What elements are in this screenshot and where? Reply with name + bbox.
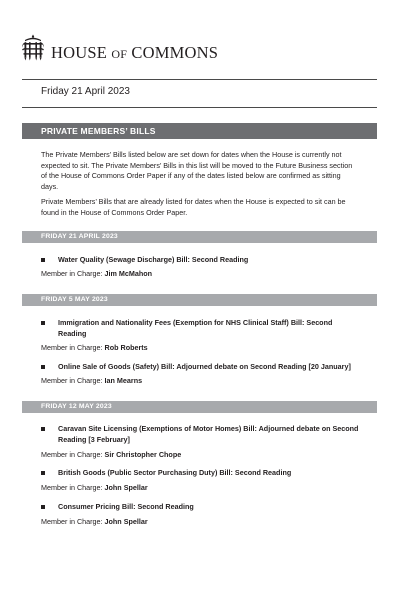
title-word-of: OF	[111, 46, 128, 61]
title-word-house: HOUSE	[51, 42, 108, 62]
bill-item	[41, 468, 361, 479]
bill-title: Immigration and Nationality Fees (Exemption for NHS Clinical Staff) Bill: Second Reading	[58, 318, 333, 338]
member-name: Sir Christopher Chope	[104, 450, 182, 459]
title-word-commons: COMMONS	[131, 42, 219, 62]
house-of-commons-title	[51, 42, 219, 63]
member-in-charge	[41, 450, 181, 460]
intro-paragraph-2: Private Members’ Bills that are already listed for dates when the House is expected to sit can be found in the House of Commons Order Paper.	[41, 197, 346, 217]
member-label: Member in Charge:	[41, 450, 103, 459]
square-bullet-icon	[41, 471, 45, 475]
member-name: John Spellar	[104, 483, 148, 492]
member-label: Member in Charge:	[41, 343, 103, 352]
masthead-rule	[22, 79, 377, 80]
intro-paragraph-1: The Private Members’ Bills listed below are set down for dates when the House is currently not expected to sit. The Private Members’ Bills in this list will be moved to the Future Business section of the House of Commons Order Paper if any of the dates listed below are confirmed as sitting days.	[41, 150, 353, 191]
date-rule	[22, 107, 377, 108]
member-name: John Spellar	[104, 517, 148, 526]
member-in-charge	[41, 483, 148, 493]
member-in-charge	[41, 269, 152, 279]
section-heading: PRIVATE MEMBERS’ BILLS	[22, 123, 377, 139]
square-bullet-icon	[41, 505, 45, 509]
day-heading: FRIDAY 12 MAY 2023	[22, 401, 377, 413]
bill-title: British Goods (Public Sector Purchasing Duty) Bill: Second Reading	[58, 468, 292, 477]
masthead	[22, 34, 218, 62]
member-name: Jim McMahon	[104, 269, 153, 278]
portcullis-icon	[22, 34, 44, 62]
member-label: Member in Charge:	[41, 517, 103, 526]
square-bullet-icon	[41, 427, 45, 431]
square-bullet-icon	[41, 365, 45, 369]
bill-title: Water Quality (Sewage Discharge) Bill: Second Reading	[58, 255, 249, 264]
member-name: Rob Roberts	[104, 343, 148, 352]
issue-date: Friday 21 April 2023	[41, 86, 130, 97]
bill-title: Consumer Pricing Bill: Second Reading	[58, 502, 194, 511]
member-label: Member in Charge:	[41, 376, 103, 385]
member-in-charge	[41, 376, 142, 386]
square-bullet-icon	[41, 321, 45, 325]
member-label: Member in Charge:	[41, 483, 103, 492]
day-heading: FRIDAY 21 APRIL 2023	[22, 231, 377, 243]
bill-item	[41, 255, 361, 266]
member-label: Member in Charge:	[41, 269, 103, 278]
bill-item	[41, 424, 361, 445]
bill-item	[41, 318, 361, 339]
bill-title: Caravan Site Licensing (Exemptions of Motor Homes) Bill: Adjourned debate on Second Reading [3 February]	[58, 424, 359, 444]
bill-title: Online Sale of Goods (Safety) Bill: Adjourned debate on Second Reading [20 January]	[58, 362, 351, 371]
bill-item	[41, 502, 361, 513]
member-in-charge	[41, 343, 148, 353]
member-name: Ian Mearns	[104, 376, 143, 385]
square-bullet-icon	[41, 258, 45, 262]
member-in-charge	[41, 517, 148, 527]
day-heading: FRIDAY 5 MAY 2023	[22, 294, 377, 306]
bill-item	[41, 362, 361, 373]
